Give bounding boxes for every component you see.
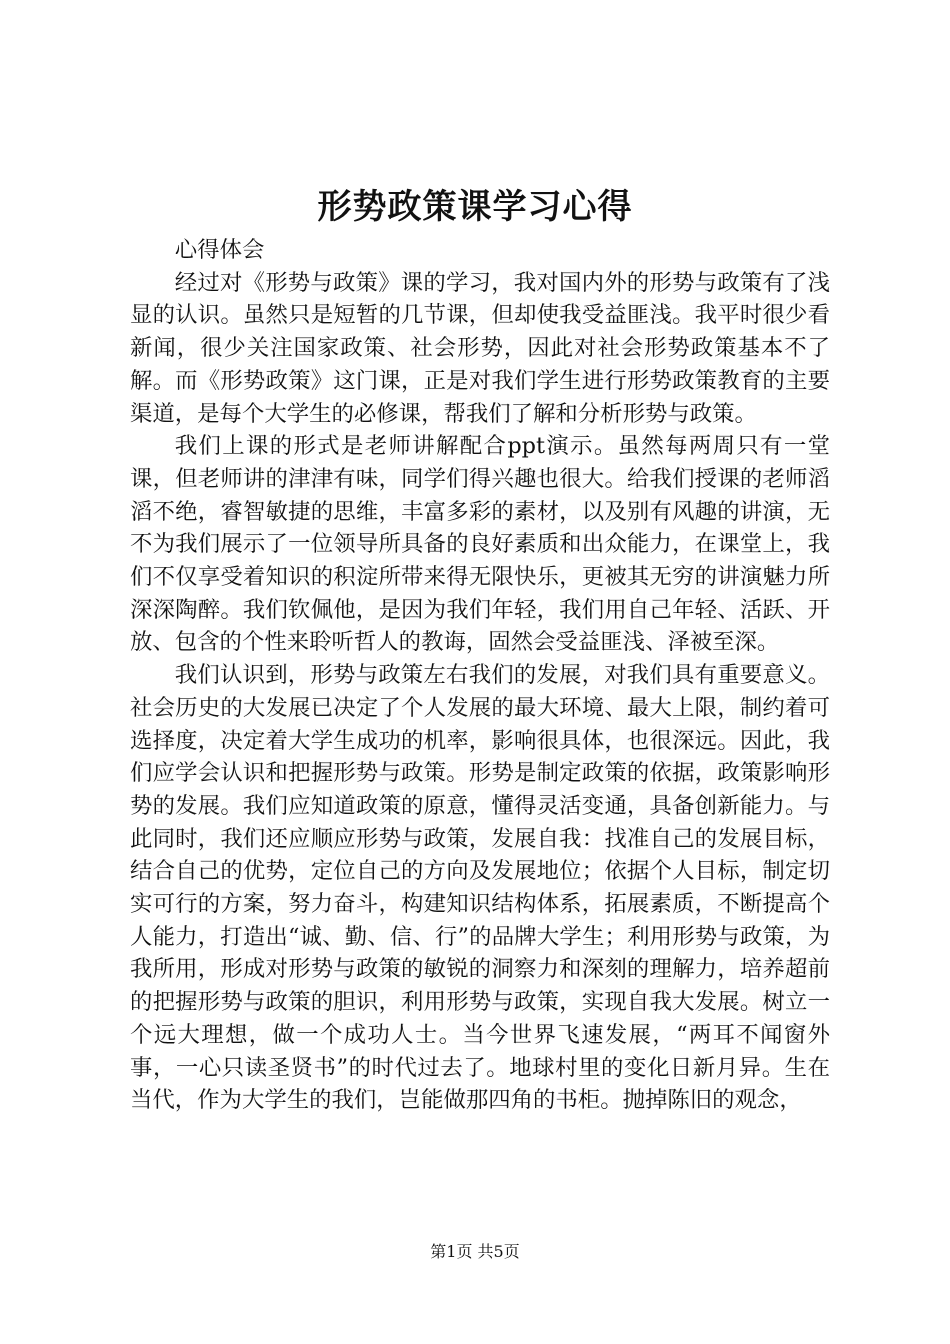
document-body [130, 234, 830, 1117]
paragraph-heading: 心得体会 [174, 237, 265, 263]
paragraph: 经过对《形势与政策》课的学习，我对国内外的形势与政策有了浅显的认识。虽然只是短暂的几节课，但却使我受益匪浅。我平时很少看新闻，很少关注国家政策、社会形势，因此对社会形势政策基本不了解。而《形势政策》这门课，正是对我们学生进行形势政策教育的主要渠道，是每个大学生的必修课，帮我们了解和分析形势与政策。 [130, 269, 830, 427]
paragraph: 我们上课的形式是老师讲解配合ppt演示。虽然每两周只有一堂课，但老师讲的津津有味，同学们得兴趣也很大。给我们授课的老师滔滔不绝，睿智敏捷的思维，丰富多彩的素材，以及别有风趣的讲演，无不为我们展示了一位领导所具备的良好素质和出众能力，在课堂上，我们不仅享受着知识的积淀所带来得无限快乐，更被其无穷的讲演魅力所深深陶醉。我们钦佩他，是因为我们年轻，我们用自己年轻、活跃、开放、包含的个性来聆听哲人的教诲，固然会受益匪浅、泽被至深。 [130, 433, 830, 656]
document-title: 形势政策课学习心得 [317, 187, 633, 227]
paragraph: 我们认识到，形势与政策左右我们的发展，对我们具有重要意义。社会历史的大发展已决定了个人发展的最大环境、最大上限，制约着可选择度，决定着大学生成功的机率，影响很具体，也很深远。因此，我们应学会认识和把握形势与政策。形势是制定政策的依据，政策影响形势的发展。我们应知道政策的原意，懂得灵活变通，具备创新能力。与此同时，我们还应顺应形势与政策，发展自我：找准自己的发展目标，结合自己的优势，定位自己的方向及发展地位；依据个人目标，制定切实可行的方案，努力奋斗，构建知识结构体系，拓展素质，不断提高个人能力，打造出“诚、勤、信、行”的品牌大学生；利用形势与政策，为我所用，形成对形势与政策的敏锐的洞察力和深刻的理解力，培养超前的把握形势与政策的胆识，利用形势与政策，实现自我大发展。树立一个远大理想，做一个成功人士。当今世界飞速发展，“两耳不闻窗外事，一心只读圣贤书”的时代过去了。地球村里的变化日新月异。生在当代，作为大学生的我们，岂能做那四角的书柜。抛掉陈旧的观念， [130, 662, 830, 1114]
page-footer: 第1页 共5页 [430, 1242, 520, 1261]
